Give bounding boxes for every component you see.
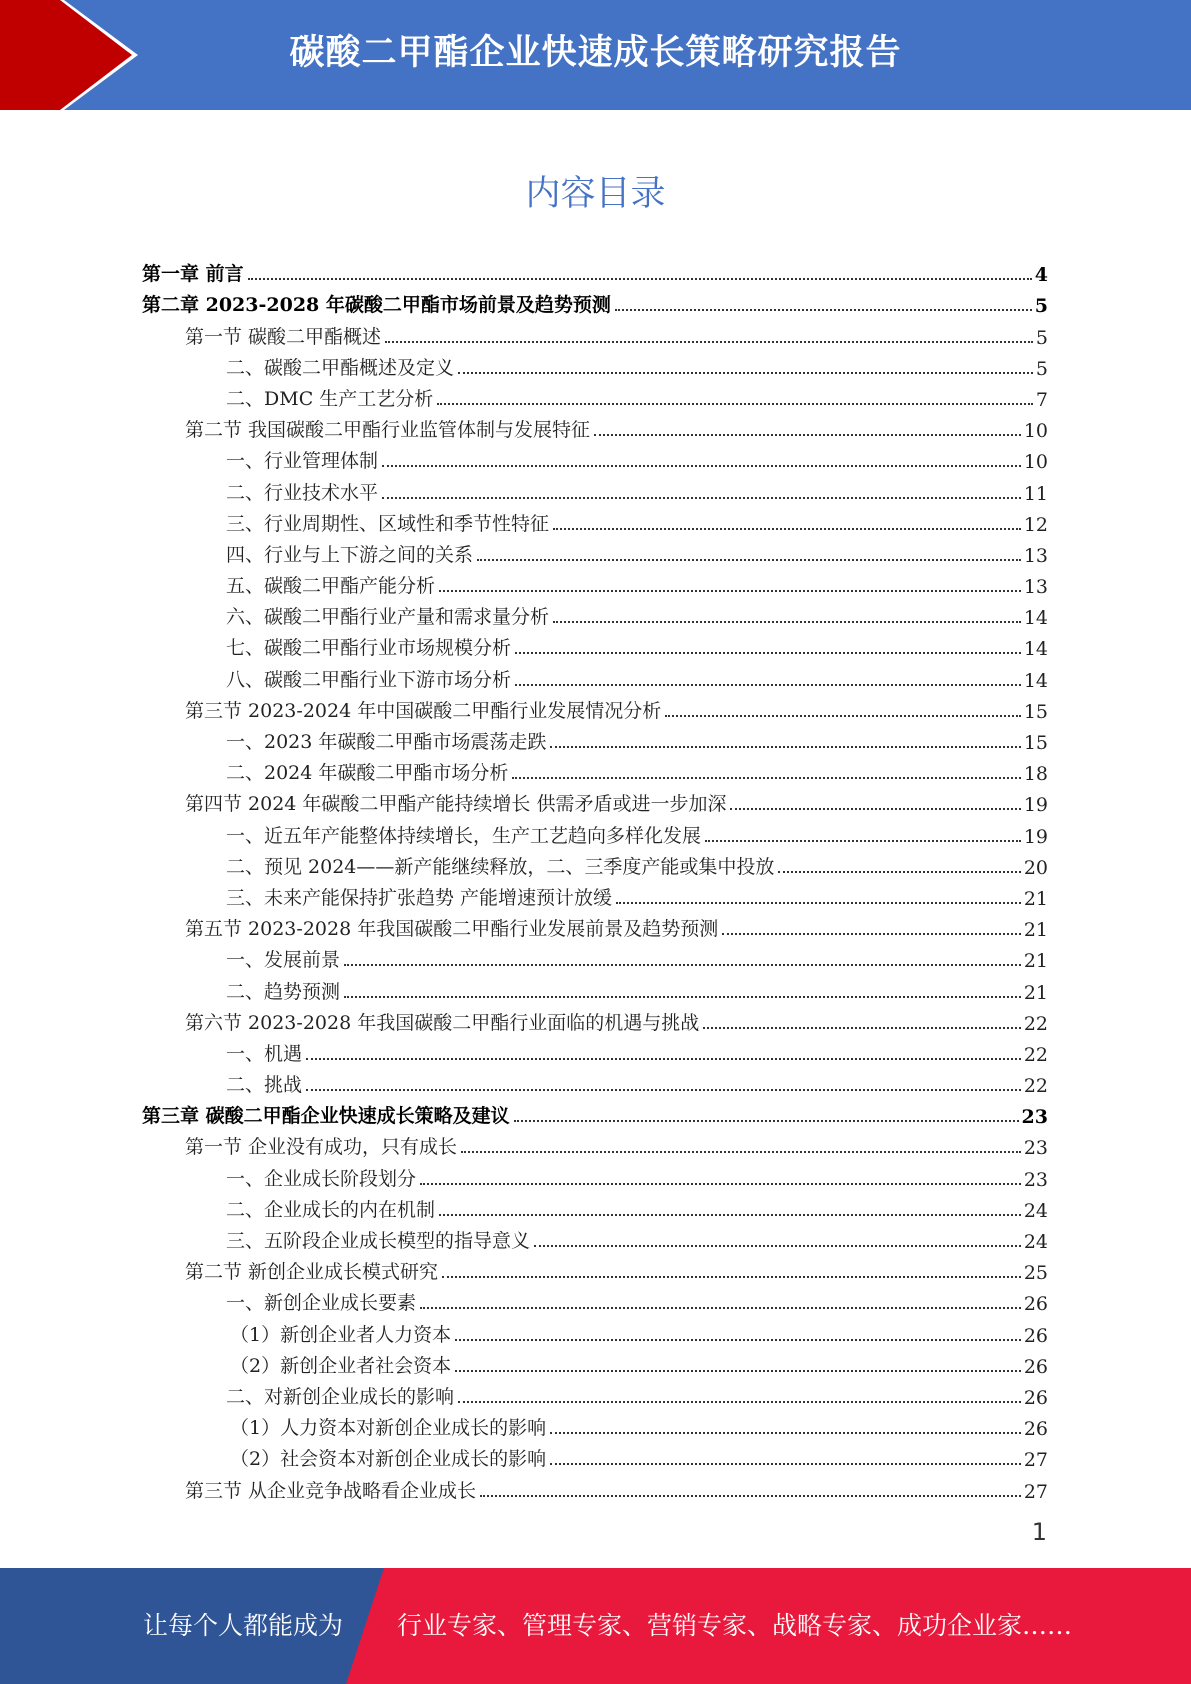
toc-dot-leader	[306, 1089, 1021, 1091]
toc-entry[interactable]	[142, 1284, 1048, 1315]
toc-entry-label: 第一章 前言	[142, 263, 244, 286]
toc-entry-page: 27	[1023, 1449, 1048, 1472]
toc-dot-leader	[778, 871, 1020, 873]
toc-dot-leader	[306, 1058, 1021, 1060]
toc-entry-page: 12	[1023, 513, 1048, 536]
toc-entry[interactable]	[142, 785, 1048, 816]
toc-dot-leader	[616, 902, 1021, 904]
toc-dot-leader	[550, 1463, 1021, 1465]
toc-entry-label: 一、机遇	[226, 1042, 303, 1065]
toc-entry-page: 21	[1023, 919, 1048, 942]
toc-entry-page: 23	[1023, 1137, 1048, 1160]
toc-entry-label: 第二节 我国碳酸二甲酯行业监管体制与发展特征	[185, 419, 591, 442]
toc-entry[interactable]	[142, 317, 1048, 348]
toc-entry-page: 14	[1023, 669, 1048, 692]
toc-entry-label: （2）新创企业者社会资本	[230, 1354, 452, 1377]
toc-dot-leader	[458, 1401, 1021, 1403]
toc-entry-page: 18	[1023, 763, 1048, 786]
toc-dot-leader	[455, 1370, 1021, 1372]
toc-entry-label: 一、新创企业成长要素	[226, 1292, 417, 1315]
toc-entry[interactable]	[142, 1128, 1048, 1159]
toc-entry-label: 八、碳酸二甲酯行业下游市场分析	[226, 668, 512, 691]
toc-entry-label: （1）人力资本对新创企业成长的影响	[230, 1417, 547, 1440]
page-header	[0, 0, 1191, 110]
toc-entry-page: 10	[1023, 451, 1048, 474]
toc-entry-label: 二、行业技术水平	[226, 481, 379, 504]
toc-entry[interactable]	[142, 754, 1048, 785]
toc-entry-page: 25	[1023, 1262, 1048, 1285]
toc-entry-page: 11	[1023, 482, 1048, 505]
toc-dot-leader	[458, 372, 1033, 374]
toc-entry-label: 二、挑战	[226, 1074, 303, 1097]
toc-dot-leader	[553, 528, 1021, 530]
toc-entry[interactable]	[142, 567, 1048, 598]
toc-dot-leader	[382, 497, 1021, 499]
toc-entry[interactable]	[142, 1409, 1048, 1440]
toc-dot-leader	[553, 621, 1021, 623]
report-title: 碳酸二甲酯企业快速成长策略研究报告	[289, 33, 902, 73]
toc-entry-label: 第五节 2023-2028 年我国碳酸二甲酯行业发展前景及趋势预测	[185, 918, 719, 941]
toc-entry[interactable]	[142, 1440, 1048, 1471]
toc-dot-leader	[461, 1151, 1021, 1153]
toc-entry[interactable]	[142, 473, 1048, 504]
toc-entry-label: 第一节 企业没有成功，只有成长	[185, 1136, 458, 1159]
toc-entry[interactable]	[142, 1471, 1048, 1502]
table-of-contents	[142, 255, 1048, 1503]
toc-entry-page: 23	[1021, 1106, 1048, 1129]
toc-entry-page: 14	[1023, 607, 1048, 630]
toc-dot-leader	[385, 341, 1033, 343]
toc-entry-page: 22	[1023, 1012, 1048, 1035]
toc-entry[interactable]	[142, 536, 1048, 567]
toc-entry[interactable]	[142, 1004, 1048, 1035]
toc-entry-label: 三、行业周期性、区域性和季节性特征	[226, 512, 550, 535]
toc-entry[interactable]	[142, 1253, 1048, 1284]
toc-entry[interactable]	[142, 1222, 1048, 1253]
toc-entry-label: 五、碳酸二甲酯产能分析	[226, 575, 436, 598]
toc-entry-page: 27	[1023, 1480, 1048, 1503]
toc-dot-leader	[382, 465, 1021, 467]
toc-entry[interactable]	[142, 1347, 1048, 1378]
toc-entry-label: 二、企业成长的内在机制	[226, 1198, 436, 1221]
toc-entry-page: 5	[1035, 326, 1048, 349]
toc-entry[interactable]	[142, 1191, 1048, 1222]
toc-entry[interactable]	[142, 1097, 1048, 1128]
toc-entry-label: 二、趋势预测	[226, 980, 341, 1003]
toc-entry-page: 19	[1023, 825, 1048, 848]
toc-entry[interactable]	[142, 692, 1048, 723]
toc-entry-page: 5	[1034, 295, 1048, 318]
toc-entry-page: 13	[1023, 576, 1048, 599]
toc-entry-label: 第二章 2023-2028 年碳酸二甲酯市场前景及趋势预测	[142, 294, 611, 317]
toc-entry[interactable]	[142, 972, 1048, 1003]
toc-dot-leader	[248, 278, 1032, 280]
toc-dot-leader	[344, 996, 1021, 998]
toc-dot-leader	[515, 652, 1021, 654]
toc-entry[interactable]	[142, 629, 1048, 660]
toc-dot-leader	[722, 933, 1021, 935]
toc-entry-page: 24	[1023, 1199, 1048, 1222]
toc-entry-label: 第三节 2023-2024 年中国碳酸二甲酯行业发展情况分析	[185, 699, 662, 722]
toc-entry-label: （1）新创企业者人力资本	[230, 1323, 452, 1346]
toc-entry-page: 26	[1023, 1324, 1048, 1347]
toc-entry[interactable]	[142, 1159, 1048, 1190]
toc-entry[interactable]	[142, 848, 1048, 879]
toc-entry-label: 第一节 碳酸二甲酯概述	[185, 325, 382, 348]
toc-entry-page: 5	[1035, 357, 1048, 380]
toc-entry[interactable]	[142, 879, 1048, 910]
toc-dot-leader	[480, 1495, 1021, 1497]
toc-dot-leader	[344, 964, 1021, 966]
toc-entry[interactable]	[142, 255, 1048, 286]
page-number: 1	[1031, 1518, 1047, 1546]
toc-entry[interactable]	[142, 660, 1048, 691]
toc-dot-leader	[705, 840, 1021, 842]
toc-entry-label: 三、未来产能保持扩张趋势 产能增速预计放缓	[226, 886, 613, 909]
toc-dot-leader	[442, 1276, 1021, 1278]
toc-entry[interactable]	[142, 941, 1048, 972]
toc-entry[interactable]	[142, 1066, 1048, 1097]
footer-slogan-right: 行业专家、管理专家、营销专家、战略专家、成功企业家……	[397, 1611, 1073, 1640]
toc-dot-leader	[420, 1183, 1021, 1185]
toc-entry[interactable]	[142, 723, 1048, 754]
toc-entry[interactable]	[142, 910, 1048, 941]
toc-entry-page: 23	[1023, 1168, 1048, 1191]
toc-entry-page: 22	[1023, 1043, 1048, 1066]
toc-entry-label: 二、对新创企业成长的影响	[226, 1385, 455, 1408]
toc-entry-page: 26	[1023, 1386, 1048, 1409]
toc-entry[interactable]	[142, 816, 1048, 847]
toc-entry-label: 一、行业管理体制	[226, 450, 379, 473]
toc-heading: 内容目录	[525, 174, 666, 214]
toc-dot-leader	[703, 1027, 1021, 1029]
toc-entry-page: 21	[1023, 950, 1048, 973]
toc-entry-label: 第三章 碳酸二甲酯企业快速成长策略及建议	[142, 1105, 510, 1128]
toc-dot-leader	[534, 1245, 1021, 1247]
toc-entry-page: 15	[1023, 700, 1048, 723]
toc-entry-page: 7	[1035, 388, 1048, 411]
toc-entry-page: 14	[1023, 638, 1048, 661]
toc-entry-label: 一、发展前景	[226, 949, 341, 972]
toc-dot-leader	[477, 559, 1021, 561]
toc-entry[interactable]	[142, 1378, 1048, 1409]
toc-entry[interactable]	[142, 380, 1048, 411]
toc-entry[interactable]	[142, 286, 1048, 317]
toc-entry[interactable]	[142, 349, 1048, 380]
toc-entry-page: 24	[1023, 1231, 1048, 1253]
toc-entry-label: 第二节 新创企业成长模式研究	[185, 1261, 439, 1284]
toc-dot-leader	[439, 1214, 1021, 1216]
toc-entry-page: 26	[1023, 1293, 1048, 1316]
toc-dot-leader	[550, 1432, 1021, 1434]
toc-entry-label: 七、碳酸二甲酯行业市场规模分析	[226, 637, 512, 660]
toc-dot-leader	[437, 403, 1033, 405]
toc-entry[interactable]	[142, 442, 1048, 473]
toc-entry-page: 13	[1023, 544, 1048, 567]
toc-dot-leader	[665, 715, 1021, 717]
toc-dot-leader	[455, 1339, 1021, 1341]
toc-dot-leader	[550, 746, 1020, 748]
toc-entry-page: 26	[1023, 1355, 1048, 1378]
toc-entry-label: 第四节 2024 年碳酸二甲酯产能持续增长 供需矛盾或进一步加深	[185, 793, 727, 816]
toc-entry-label: 二、2024 年碳酸二甲酯市场分析	[226, 762, 509, 785]
toc-entry-page: 20	[1023, 856, 1048, 879]
toc-entry-label: 第三节 从企业竞争战略看企业成长	[185, 1479, 477, 1502]
toc-entry[interactable]	[142, 411, 1048, 442]
toc-entry-page: 22	[1023, 1075, 1048, 1098]
toc-entry-label: 六、碳酸二甲酯行业产量和需求量分析	[226, 606, 550, 629]
toc-entry-page: 10	[1023, 420, 1048, 443]
toc-entry-page: 4	[1034, 264, 1048, 287]
toc-entry-label: 三、五阶段企业成长模型的指导意义	[226, 1230, 531, 1252]
toc-entry-label: 一、企业成长阶段划分	[226, 1167, 417, 1190]
toc-entry-label: 二、碳酸二甲酯概述及定义	[226, 356, 455, 379]
toc-entry-label: 二、预见 2024——新产能继续释放，二、三季度产能或集中投放	[226, 855, 775, 878]
toc-dot-leader	[420, 1307, 1021, 1309]
toc-dot-leader	[512, 777, 1020, 779]
toc-entry-label: （2）社会资本对新创企业成长的影响	[230, 1448, 547, 1471]
toc-dot-leader	[514, 1120, 1019, 1122]
toc-entry-page: 21	[1023, 887, 1048, 910]
toc-entry[interactable]	[142, 1315, 1048, 1346]
toc-dot-leader	[515, 684, 1021, 686]
toc-entry-page: 21	[1023, 981, 1048, 1004]
toc-entry-page: 19	[1023, 794, 1048, 817]
toc-entry-page: 15	[1023, 732, 1048, 754]
toc-dot-leader	[439, 590, 1021, 592]
toc-entry-label: 四、行业与上下游之间的关系	[226, 543, 474, 566]
footer-slogan-left: 让每个人都能成为	[143, 1611, 344, 1640]
page-footer	[0, 1568, 1191, 1684]
toc-dot-leader	[594, 434, 1021, 436]
toc-entry-label: 一、近五年产能整体持续增长，生产工艺趋向多样化发展	[226, 824, 702, 847]
toc-entry[interactable]	[142, 505, 1048, 536]
toc-dot-leader	[730, 808, 1020, 810]
toc-entry[interactable]	[142, 1035, 1048, 1066]
toc-entry-page: 26	[1023, 1418, 1048, 1441]
toc-dot-leader	[615, 309, 1032, 311]
toc-entry-label: 第六节 2023-2028 年我国碳酸二甲酯行业面临的机遇与挑战	[185, 1011, 700, 1034]
toc-entry[interactable]	[142, 598, 1048, 629]
toc-entry-label: 二、DMC 生产工艺分析	[226, 387, 434, 410]
toc-entry-label: 一、2023 年碳酸二甲酯市场震荡走跌	[226, 731, 547, 753]
